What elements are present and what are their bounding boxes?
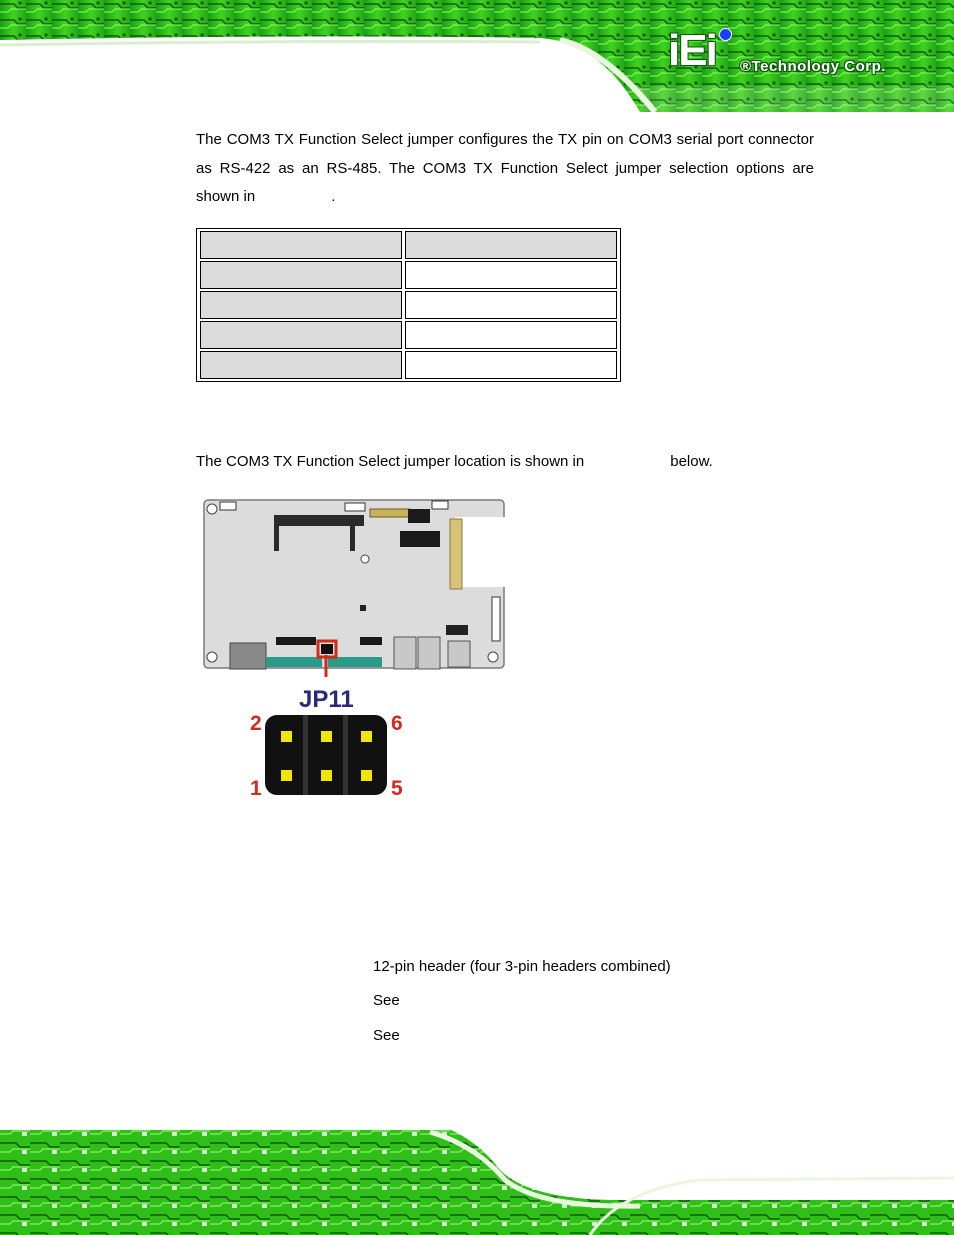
board-layout-figure	[200, 497, 510, 677]
table-cell	[200, 351, 402, 379]
table-cell	[405, 231, 617, 259]
table-cell	[405, 351, 617, 379]
location-below: below.	[670, 453, 713, 470]
table-row	[200, 261, 617, 289]
pin-number-1: 1	[250, 777, 262, 800]
location-text: The COM3 TX Function Select jumper location is shown in	[196, 453, 585, 470]
intro-paragraph	[196, 126, 814, 212]
spec-location-value: See	[373, 1027, 400, 1044]
company-logo	[668, 28, 928, 83]
table-cell	[200, 231, 402, 259]
table-cell	[200, 261, 402, 289]
pin-number-6: 6	[391, 712, 403, 735]
table-cell	[200, 321, 402, 349]
pin-number-2: 2	[250, 712, 262, 735]
intro-text-end: options are shown in	[196, 159, 815, 205]
table-header-row	[200, 231, 617, 259]
table-cell	[200, 291, 402, 319]
logo-dot-icon	[719, 28, 732, 41]
spec-type-value: 12-pin header (four 3-pin headers combined)	[373, 958, 671, 975]
logo-tagline: ®Technology Corp.	[740, 58, 886, 75]
spec-pinout-value: See	[373, 992, 400, 1009]
table-cell	[405, 291, 617, 319]
intro-text: The COM3 TX Function Select jumper configures the TX pin on COM3 serial port connector as RS-422 as an RS-485. The COM3 TX Function Select jumper selection	[196, 131, 814, 177]
table-cell	[405, 261, 617, 289]
footer-banner	[0, 1120, 954, 1235]
location-paragraph	[196, 448, 814, 477]
jumper-label: JP11	[299, 686, 354, 713]
intro-period: .	[331, 188, 336, 205]
table-row	[200, 351, 617, 379]
table-row	[200, 321, 617, 349]
logo-wordmark: iEi	[668, 26, 716, 75]
pin-number-5: 5	[391, 777, 403, 800]
table-row	[200, 291, 617, 319]
table-cell	[405, 321, 617, 349]
jumper-settings-table	[196, 228, 621, 382]
